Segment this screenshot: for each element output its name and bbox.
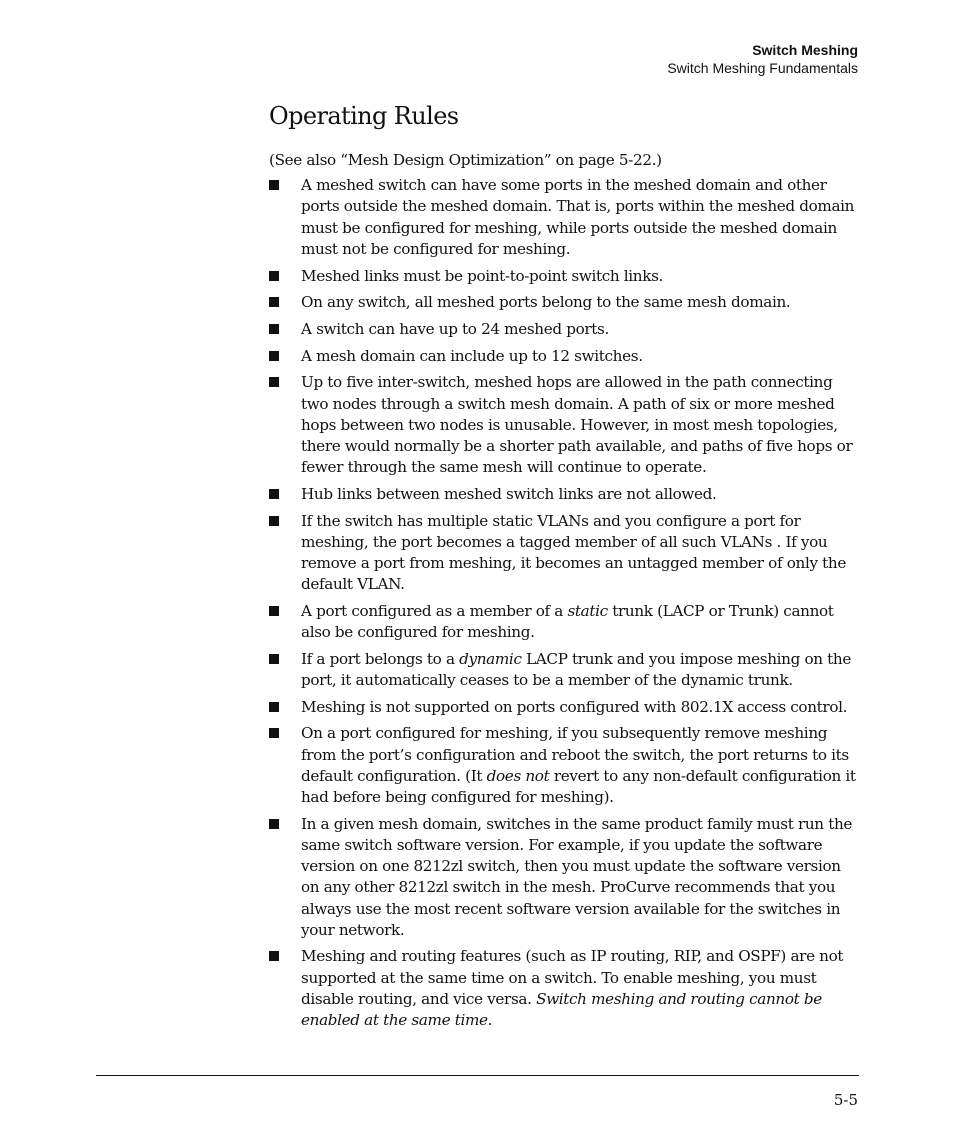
section-title: Switch Meshing Fundamentals xyxy=(667,60,858,76)
rule-item xyxy=(269,484,859,505)
rule-text: trunk (LACP or Trunk) cannot also be configured for meshing. xyxy=(301,601,834,642)
page-content xyxy=(269,100,859,1037)
rule-text: If the switch has multiple static VLANs and you configure a port for meshing, the port becomes a tagged member of all such VLANs . If you remove a port from meshing, it becomes an untagged member of only the default VLAN. xyxy=(301,511,846,594)
square-bullet-icon xyxy=(269,377,279,387)
rule-text: On any switch, all meshed ports belong to the same mesh domain. xyxy=(301,293,791,312)
rule-item xyxy=(269,601,859,643)
rule-text: In a given mesh domain, switches in the same product family must run the same switch software version. For example, if you update the software version on one 8212zl switch, then you must update the software version on any other 8212zl switch in the mesh. ProCurve recommends that you always use the most recent software version available for the switches in your network. xyxy=(301,814,853,939)
rule-item xyxy=(269,649,859,691)
rule-text: A meshed switch can have some ports in the meshed domain and other ports outside the meshed domain. That is, ports within the meshed domain must be configured for meshing, while ports outside the meshed domain must not be configured for meshing. xyxy=(301,176,855,258)
rule-item xyxy=(269,346,859,367)
rule-text: Hub links between meshed switch links are not allowed. xyxy=(301,484,717,503)
rule-text: revert to any non-default configuration it had before being configured for meshing). xyxy=(301,766,856,806)
square-bullet-icon xyxy=(269,654,279,664)
rule-item xyxy=(269,266,859,287)
operating-rules-list xyxy=(269,175,859,1031)
see-also-note: (See also “Mesh Design Optimization” on page 5-22.) xyxy=(269,151,662,169)
section-heading: Operating Rules xyxy=(269,102,459,130)
rule-text: On a port configured for meshing, if you subsequently remove meshing from the port’s configuration and reboot the switch, the port returns to its default configuration. (It xyxy=(301,724,849,785)
footer-divider xyxy=(96,1075,859,1076)
rule-text: A mesh domain can include up to 12 switches. xyxy=(301,346,643,365)
rule-text: A port configured as a member of a xyxy=(301,601,568,620)
square-bullet-icon xyxy=(269,951,279,961)
rule-text: Meshing and routing features (such as IP routing, RIP, and OSPF) are not supported at the same time on a switch. To enable meshing, you must disable routing, and vice versa. xyxy=(301,947,844,1008)
rule-item xyxy=(269,319,859,340)
rule-text: Meshed links must be point-to-point switch links. xyxy=(301,266,664,285)
rule-item xyxy=(269,511,859,596)
rule-text: A switch can have up to 24 meshed ports. xyxy=(301,319,609,338)
rule-text-emphasis: dynamic xyxy=(459,649,522,668)
running-header xyxy=(667,41,858,77)
rule-item xyxy=(269,946,859,1031)
square-bullet-icon xyxy=(269,180,279,190)
rule-item xyxy=(269,372,859,478)
rule-text: If a port belongs to a xyxy=(301,649,460,668)
rule-item xyxy=(269,292,859,313)
chapter-title: Switch Meshing xyxy=(752,42,858,58)
square-bullet-icon xyxy=(269,606,279,616)
square-bullet-icon xyxy=(269,489,279,499)
rule-text: . xyxy=(487,1011,493,1030)
rule-text-emphasis: does not xyxy=(486,766,550,785)
rule-text-emphasis: Switch meshing and routing cannot be enabled at the same time xyxy=(301,989,822,1030)
square-bullet-icon xyxy=(269,516,279,526)
rule-text-emphasis: static xyxy=(567,601,608,620)
rule-text: Up to five inter-switch, meshed hops are allowed in the path connecting two nodes through a switch mesh domain. A path of six or more meshed hops between two nodes is unusable. However, in most mesh topologies, there would normally be a shorter path available, and paths of five hops or fewer through the same mesh will continue to operate. xyxy=(301,373,853,477)
rule-item xyxy=(269,175,859,260)
square-bullet-icon xyxy=(269,324,279,334)
square-bullet-icon xyxy=(269,702,279,712)
page-number: 5-5 xyxy=(833,1091,858,1109)
rule-item xyxy=(269,723,859,808)
square-bullet-icon xyxy=(269,271,279,281)
rule-item xyxy=(269,814,859,941)
rule-item xyxy=(269,697,859,718)
square-bullet-icon xyxy=(269,728,279,738)
square-bullet-icon xyxy=(269,351,279,361)
square-bullet-icon xyxy=(269,297,279,307)
square-bullet-icon xyxy=(269,819,279,829)
rule-text: LACP trunk and you impose meshing on the port, it automatically ceases to be a member of the dynamic trunk. xyxy=(301,649,851,689)
rule-text: Meshing is not supported on ports configured with 802.1X access control. xyxy=(301,697,848,716)
